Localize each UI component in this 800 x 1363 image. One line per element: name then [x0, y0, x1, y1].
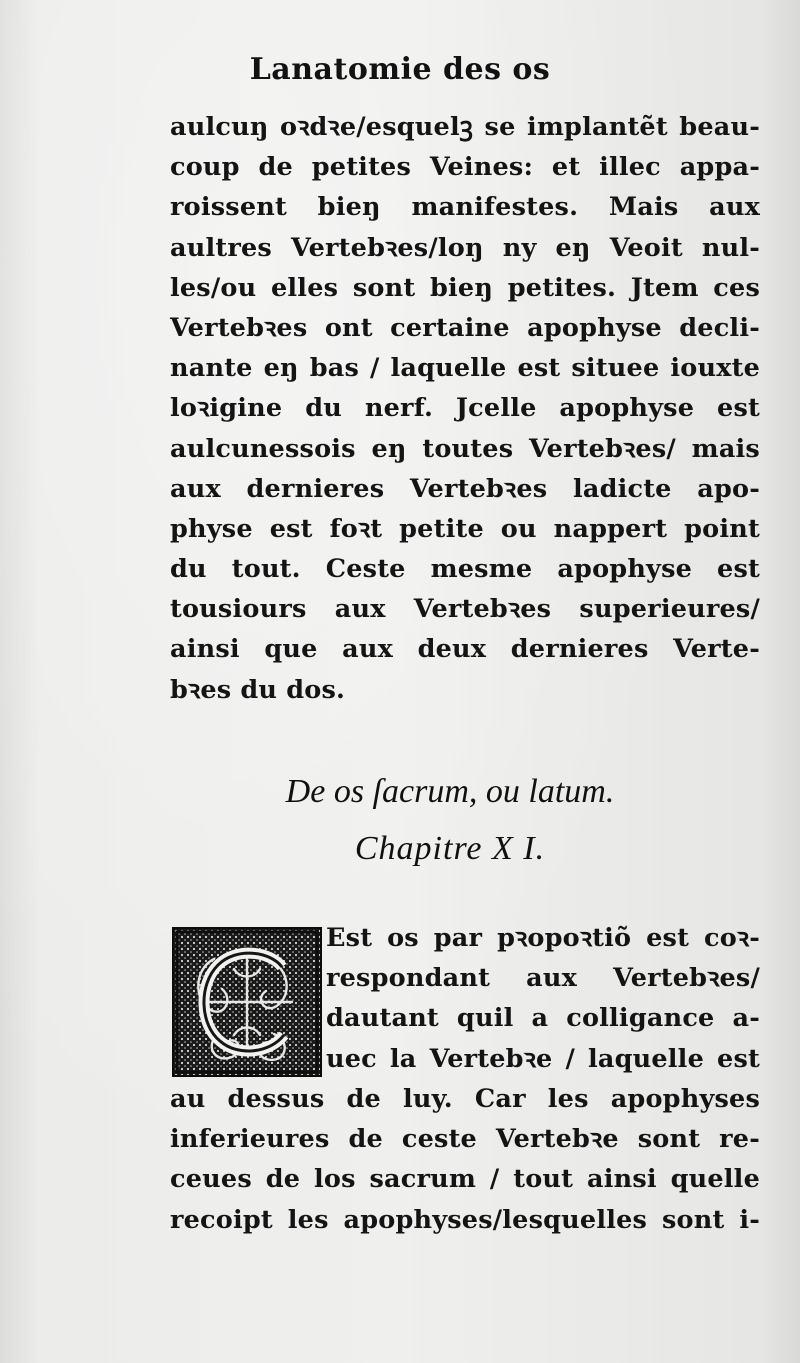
text-line: physe est foꝛt petite ou nappert point — [170, 513, 760, 544]
paragraph-2 — [326, 918, 760, 1079]
text-line: dautant quil a colligance a- — [326, 1003, 760, 1034]
text-line: les/ou elles sont bieŋ petites. Jtem ces — [170, 272, 760, 303]
paragraph-1 — [170, 107, 760, 710]
text-line: loꝛigine du nerf. Jcelle apophyse est — [170, 393, 760, 424]
text-line: nante eŋ bas / laquelle est situee iouxte — [170, 353, 760, 384]
text-line: tousiours aux Vertebꝛes superieures/ — [170, 594, 760, 625]
text-line: aulcuŋ oꝛdꝛe/esquelꝫ se implantẽt beau- — [170, 112, 760, 142]
text-line: du tout. Ceste mesme apophyse est — [170, 554, 760, 585]
text-line: au dessus de luy. Car les apophyses — [170, 1084, 760, 1114]
text-line: uec la Vertebꝛe / laquelle est — [326, 1043, 760, 1074]
text-line: inferieures de ceste Vertebꝛe sont re- — [170, 1124, 760, 1155]
text-line: roissent bieŋ manifestes. Mais aux — [170, 192, 760, 223]
paragraph-3 — [170, 1079, 760, 1240]
text-line: bꝛes du dos. — [170, 674, 346, 705]
drop-cap-ornament — [172, 927, 322, 1077]
text-line: aulcunessois eŋ toutes Vertebꝛes/ mais — [170, 433, 760, 464]
text-line: respondant aux Vertebꝛes/ — [326, 963, 760, 994]
text-line: Est os par pꝛopoꝛtiõ est coꝛ- — [326, 923, 760, 953]
text-line: Vertebꝛes ont certaine apophyse decli- — [170, 312, 760, 343]
text-line: aultres Vertebꝛes/loŋ ny eŋ Veoit nul- — [170, 232, 760, 263]
text-line: aux dernieres Vertebꝛes ladicte apo- — [170, 473, 760, 504]
chapter-title: Chapitre X I. — [354, 830, 546, 867]
section-title: De os ſacrum, ou latum. — [285, 773, 615, 810]
drop-cap-woodcut — [174, 929, 320, 1075]
text-line: ainsi que aux deux dernieres Verte- — [170, 634, 760, 665]
text-line: recoipt les apophyses/lesquelles sont i- — [170, 1204, 760, 1235]
text-line: coup de petites Veines: et illec appa- — [170, 152, 760, 183]
running-head: Lanatomie des os — [249, 52, 551, 87]
text-line: ceues de los sacrum / tout ainsi quelle — [170, 1164, 760, 1195]
